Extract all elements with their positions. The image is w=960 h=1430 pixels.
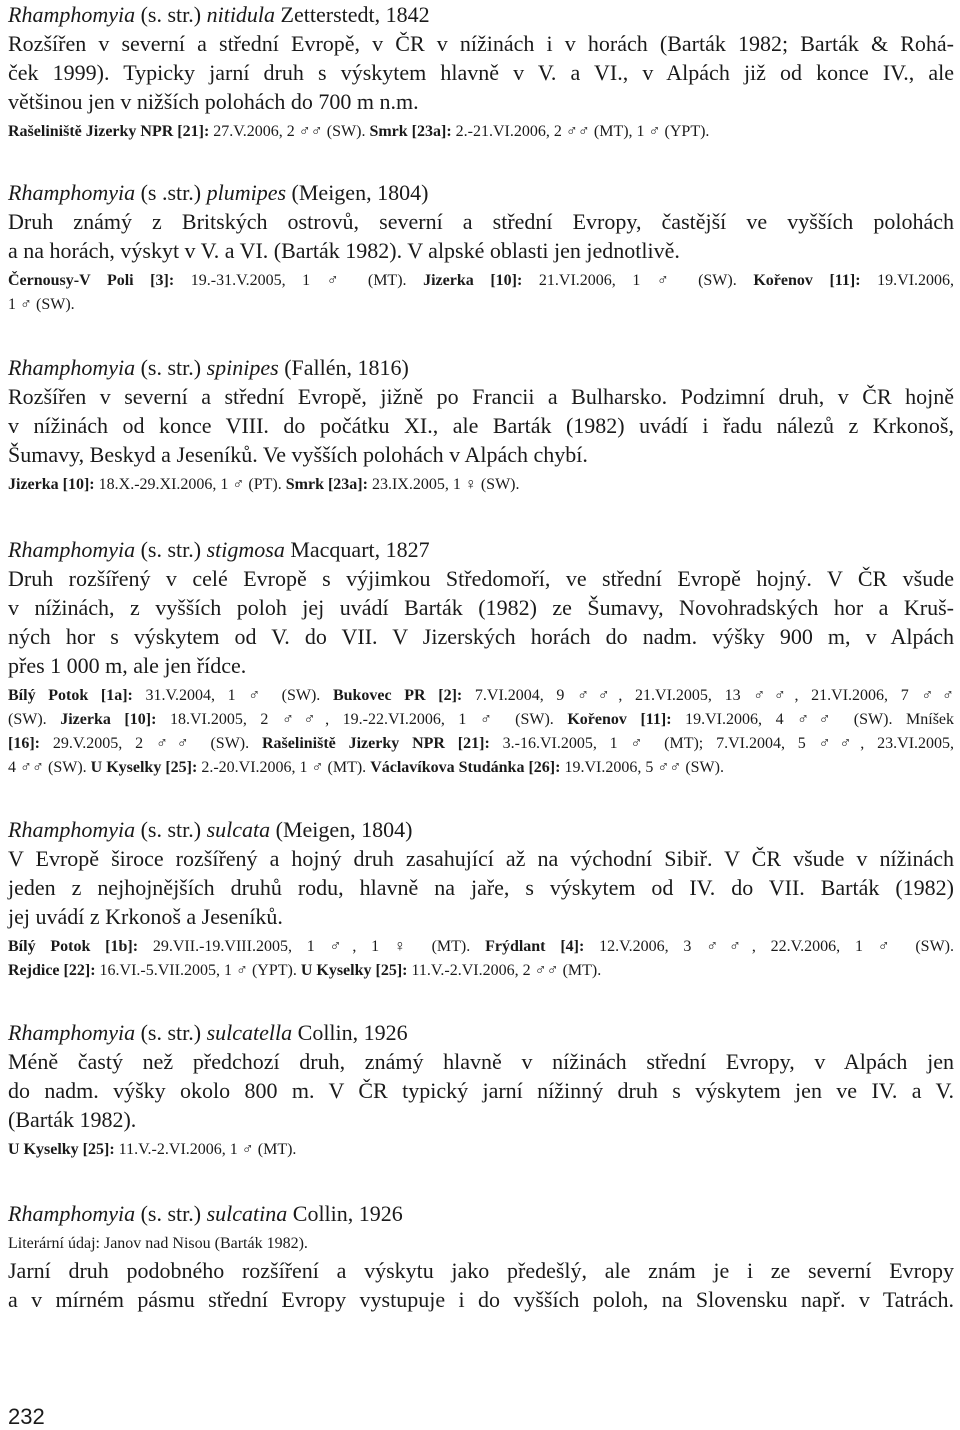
description-line: Druh známý z Britských ostrovů, severní a střední Evropy, častější ve vyšších polohách (8, 209, 954, 234)
species-header (8, 1018, 954, 1047)
species-name: sulcatella (206, 1020, 293, 1045)
genus-name: Rhamphomyia (8, 537, 136, 562)
description-line: (Barták 1982). (8, 1107, 137, 1132)
species-entry-nitidula (8, 0, 954, 144)
genus-name: Rhamphomyia (8, 817, 136, 842)
species-header (8, 1199, 954, 1228)
species-author: Collin, 1926 (287, 1201, 403, 1226)
species-header (8, 0, 954, 29)
species-author: Collin, 1926 (292, 1020, 408, 1045)
species-description (8, 29, 954, 116)
species-header (8, 815, 954, 844)
description-line: Jarní druh podobného rozšíření a výskytu jako předešlý, ale znám je i ze severní Evropy (8, 1258, 954, 1283)
species-header (8, 535, 954, 564)
genus-name: Rhamphomyia (8, 1020, 136, 1045)
subgenus-text: (s. str.) (135, 1020, 207, 1045)
record-line: Rejdice [22]: 16.VI.-5.VII.2005, 1 ♂ (YPT). U Kyselky [25]: 11.V.-2.VI.2006, 2 ♂♂ (MT). (8, 962, 602, 979)
records-block (8, 684, 954, 780)
description-line: Rozšířen v severní a střední Evropě, v ČR v nížinách i v horách (Barták 1982; Barták & Rohá- (8, 31, 954, 56)
subgenus-text: (s. str.) (135, 1201, 207, 1226)
record-line: U Kyselky [25]: 11.V.-2.VI.2006, 1 ♂ (MT). (8, 1141, 297, 1158)
records-block (8, 1138, 954, 1162)
species-author: Macquart, 1827 (284, 537, 430, 562)
species-author: (Meigen, 1804) (286, 180, 429, 205)
record-line: Bílý Potok [1b]: 29.VII.-19.VIII.2005, 1 ♂, 1 ♀ (MT). Frýdlant [4]: 12.V.2006, 3 ♂♂, 22.V.2006, 1 ♂ (SW). (8, 938, 955, 955)
genus-name: Rhamphomyia (8, 355, 136, 380)
record-line: 4 ♂♂ (SW). U Kyselky [25]: 2.-20.VI.2006, 1 ♂ (MT). Václavíkova Studánka [26]: 19.VI.2006, 5 ♂♂ (SW). (8, 759, 724, 776)
species-description (8, 207, 954, 265)
species-author: (Fallén, 1816) (278, 355, 409, 380)
records-block (8, 473, 954, 497)
subgenus-text: (s. str.) (135, 817, 207, 842)
description-line: a na horách, výskyt v V. a VI. (Barták 1982). V alpské oblasti jen jednotlivě. (8, 238, 680, 263)
species-entry-sulcata (8, 815, 954, 983)
records-block (8, 120, 954, 144)
species-description (8, 844, 954, 931)
description-line: Šumavy, Beskyd a Jeseníků. Ve vyšších polohách v Alpách chybí. (8, 442, 588, 467)
record-line: [16]: 29.V.2005, 2 ♂♂ (SW). Rašeliniště Jizerky NPR [21]: 3.-16.VI.2005, 1 ♂ (MT); 7.VI.2004, 5 ♂♂, 23.VI.2005, (8, 735, 955, 752)
species-entry-plumipes (8, 178, 954, 317)
species-name: spinipes (206, 355, 279, 380)
description-line: přes 1 000 m, ale jen řídce. (8, 653, 247, 678)
record-line: Rašeliniště Jizerky NPR [21]: 27.V.2006, 2 ♂♂ (SW). Smrk [23a]: 2.-21.VI.2006, 2 ♂♂ (MT), 1 ♂ (YPT). (8, 123, 710, 140)
record-line: Černousy-V Poli [3]: 19.-31.V.2005, 1 ♂ (MT). Jizerka [10]: 21.VI.2006, 1 ♂ (SW). Kořenov [11]: 19.VI.2006, (8, 272, 955, 289)
description-line: ných hor s výskytem od V. do VII. V Jizerských horách do nadm. výšky 900 m, v Alpách (8, 624, 954, 649)
description-line: jej uvádí z Krkonoš a Jeseníků. (8, 904, 283, 929)
page-number: 232 (8, 1404, 45, 1429)
subgenus-text: (s. str.) (135, 2, 207, 27)
record-line: Jizerka [10]: 18.X.-29.XI.2006, 1 ♂ (PT). Smrk [23a]: 23.IX.2005, 1 ♀ (SW). (8, 476, 520, 493)
description-line: Rozšířen v severní a střední Evropě, jižně po Francii a Bulharsko. Podzimní druh, v ČR hojně (8, 384, 954, 409)
description-line: V Evropě široce rozšířený a hojný druh zasahující až na východní Sibiř. V ČR všude v nížinách (8, 846, 954, 871)
description-line: Méně častý než předchozí druh, známý hlavně v nížinách střední Evropy, v Alpách jen (8, 1049, 954, 1074)
subgenus-text: (s .str.) (135, 180, 207, 205)
literature-note: Literární údaj: Janov nad Nisou (Barták 1982). (8, 1235, 308, 1252)
species-entry-spinipes (8, 353, 954, 497)
species-name: sulcatina (206, 1201, 288, 1226)
species-header (8, 353, 954, 382)
species-author: (Meigen, 1804) (270, 817, 413, 842)
species-entry-sulcatella (8, 1018, 954, 1162)
subgenus-text: (s. str.) (135, 355, 207, 380)
species-description (8, 1047, 954, 1134)
species-description (8, 564, 954, 680)
species-description (8, 1256, 954, 1314)
species-entry-sulcatina (8, 1199, 954, 1314)
records-block (8, 269, 954, 317)
genus-name: Rhamphomyia (8, 2, 136, 27)
description-line: a v mírném pásmu střední Evropy vystupuje i do vyšších poloh, na Slovensku např. v Tatrách. (8, 1287, 954, 1312)
record-line: Bílý Potok [1a]: 31.V.2004, 1 ♂ (SW). Bukovec PR [2]: 7.VI.2004, 9 ♂♂, 21.VI.2005, 13 ♂♂, 21.VI.2006, 7 ♂♂ (8, 687, 955, 704)
species-name: stigmosa (206, 537, 285, 562)
description-line: jeden z nejhojnějších druhů rodu, hlavně na jaře, s výskytem od IV. do VII. Barták (1982) (8, 875, 954, 900)
record-line: 1 ♂ (SW). (8, 296, 75, 313)
record-line: (SW). Jizerka [10]: 18.VI.2005, 2 ♂♂, 19.-22.VI.2006, 1 ♂ (SW). Kořenov [11]: 19.VI.2006, 4 ♂♂ (SW). Mníšek (8, 711, 955, 728)
species-author: Zetterstedt, 1842 (275, 2, 430, 27)
subgenus-text: (s. str.) (135, 537, 207, 562)
description-line: do nadm. výšky okolo 800 m. V ČR typický jarní nížinný druh s výskytem jen ve IV. a V. (8, 1078, 954, 1103)
species-description (8, 382, 954, 469)
description-line: většinou jen v nižších polohách do 700 m n.m. (8, 89, 419, 114)
description-line: ček 1999). Typicky jarní druh s výskytem hlavně v V. a VI., v Alpách již od konce IV., ale (8, 60, 954, 85)
description-line: Druh rozšířený v celé Evropě s výjimkou Středomoří, ve střední Evropě hojný. V ČR všude (8, 566, 954, 591)
records-block (8, 935, 954, 983)
genus-name: Rhamphomyia (8, 180, 136, 205)
species-entry-stigmosa (8, 535, 954, 780)
species-name: sulcata (206, 817, 271, 842)
species-header (8, 178, 954, 207)
description-line: v nížinách od konce VIII. do počátku XI., ale Barták (1982) uvádí i řadu nálezů z Krkonoš, (8, 413, 954, 438)
description-line: v nížinách, z vyšších poloh jej uvádí Barták (1982) ze Šumavy, Novohradských hor a Kruš- (8, 595, 954, 620)
genus-name: Rhamphomyia (8, 1201, 136, 1226)
species-name: plumipes (206, 180, 287, 205)
species-name: nitidula (206, 2, 276, 27)
